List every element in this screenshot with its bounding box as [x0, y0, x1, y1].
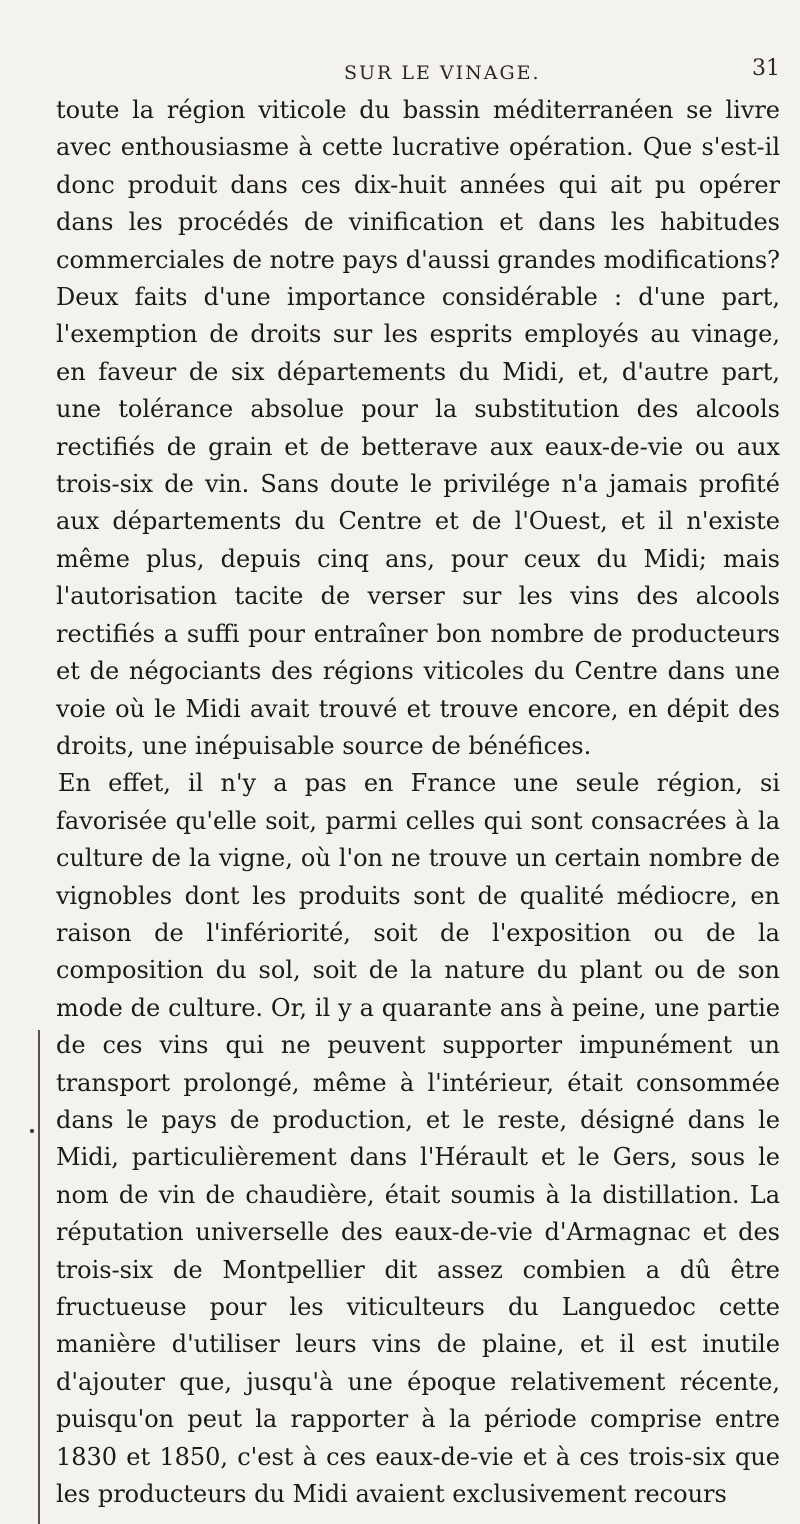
paragraph-2: En effet, il n'y a pas en France une seule région, si favorisée qu'elle soit, parmi celles qui sont consacrées à la culture de la vigne, où l'on ne trouve un certain nombre de vignobles dont les produits sont de qualité médiocre, en raison de l'infériorité, soit de l'exposition ou de la composition du sol, soit de la nature du plant ou de son mode de culture. Or, il y a quarante ans à peine, une partie de ces vins qui ne peuvent supporter impunément un transport prolongé, même à l'intérieur, était consommée dans le pays de production, et le reste, désigné dans le Midi, particulièrement dans l'Hérault et le Gers, sous le nom de vin de chaudière, était soumis à la distillation. La réputation universelle des eaux-de-vie d'Armagnac et des trois-six de Montpellier dit assez combien a dû être fructueuse pour les viticulteurs du Languedoc cette manière d'utiliser leurs vins de plaine, et il est inutile d'ajouter que, jusqu'à une époque relativement récente, puisqu'on peut la rapporter à la période comprise entre 1830 et 1850, c'est à ces eaux-de-vie et à ces trois-six que les producteurs du Midi avaient exclusivement recours: [56, 769, 780, 1509]
margin-rule: [38, 1030, 40, 1524]
running-title: SUR LE VINAGE.: [344, 62, 541, 84]
margin-dot: [30, 1129, 34, 1133]
paragraph-1: toute la région viticole du bassin méditerranéen se livre avec enthousiasme à cette lucrative opération. Que s'est-il donc produit dans ces dix-huit années qui ait pu opérer dans les procédés de vinification et dans les habitudes commerciales de notre pays d'aussi grandes modifications? Deux faits d'une importance considérable : d'une part, l'exemption de droits sur les esprits employés au vinage, en faveur de six départements du Midi, et, d'autre part, une tolérance absolue pour la substitution des alcools rectifiés de grain et de betterave aux eaux-de-vie ou aux trois-six de vin. Sans doute le privilége n'a jamais profité aux départements du Centre et de l'Ouest, et il n'existe même plus, depuis cinq ans, pour ceux du Midi; mais l'autorisation tacite de verser sur les vins des alcools rectifiés a suffi pour entraîner bon nombre de producteurs et de négociants des régions viticoles du Centre dans une voie où le Midi avait trouvé et trouve encore, en dépit des droits, une inépuisable source de bénéfices.: [56, 96, 780, 760]
body-text: [56, 92, 780, 1513]
page-number: 31: [752, 56, 780, 81]
